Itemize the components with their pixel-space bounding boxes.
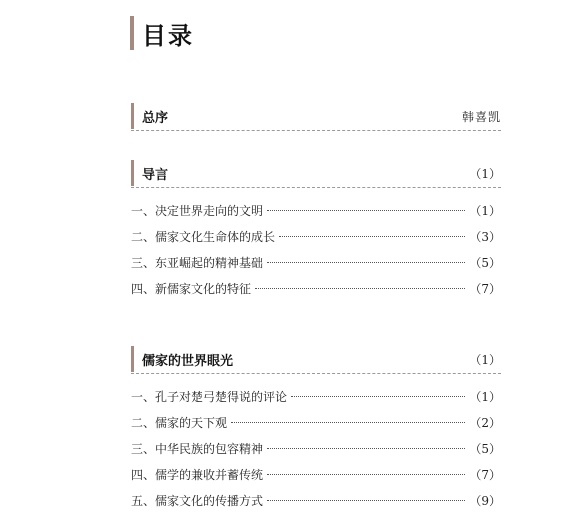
toc-section-preface: [131, 102, 501, 131]
toc-entry[interactable]: [131, 436, 501, 462]
section-accent-bar: [131, 103, 134, 129]
title-text: 目录: [142, 20, 194, 50]
section-title: 总序: [142, 110, 169, 126]
toc-entry-label: 三、东亚崛起的精神基础: [131, 256, 264, 270]
toc-entry[interactable]: [131, 224, 501, 250]
toc-entry-page: （1）: [469, 204, 501, 218]
toc-entry-label: 四、新儒家文化的特征: [131, 282, 252, 296]
dot-leader: [255, 288, 465, 289]
section-page-number: （1）: [469, 352, 501, 367]
section-heading[interactable]: [131, 345, 501, 374]
section-accent-bar: [131, 346, 134, 372]
toc-entry-label: 三、中华民族的包容精神: [131, 442, 264, 456]
toc-entry-label: 一、决定世界走向的文明: [131, 204, 264, 218]
toc-entry-label: 五、儒家文化的传播方式: [131, 494, 264, 508]
section-accent-bar: [131, 160, 134, 186]
toc-entry-label: 四、儒学的兼收并蓄传统: [131, 468, 264, 482]
toc-entry[interactable]: [131, 410, 501, 436]
toc-entry-label: 二、儒家的天下观: [131, 416, 228, 430]
toc-section-introduction: [131, 159, 501, 302]
toc-entry[interactable]: [131, 198, 501, 224]
toc-entry-page: （7）: [469, 282, 501, 296]
toc-entry-label: 二、儒家文化生命体的成长: [131, 230, 276, 244]
dot-leader: [267, 448, 465, 449]
toc-entry[interactable]: [131, 276, 501, 302]
title-accent-bar: [130, 16, 134, 50]
toc-entry-page: （1）: [469, 390, 501, 404]
toc-entry[interactable]: [131, 488, 501, 514]
dot-leader: [267, 474, 465, 475]
dot-leader: [267, 210, 465, 211]
toc-entry[interactable]: [131, 384, 501, 410]
toc-entry-page: （7）: [469, 468, 501, 482]
toc-entry-page: （5）: [469, 442, 501, 456]
toc-entry-label: 一、孔子对楚弓楚得说的评论: [131, 390, 288, 404]
toc-entry[interactable]: [131, 462, 501, 488]
toc-entry-page: （9）: [469, 494, 501, 508]
section-heading[interactable]: [131, 159, 501, 188]
section-heading[interactable]: [131, 102, 501, 131]
section-title: 导言: [142, 167, 169, 183]
dot-leader: [231, 422, 465, 423]
dot-leader: [291, 396, 465, 397]
toc-entry-page: （5）: [469, 256, 501, 270]
section-title: 儒家的世界眼光: [142, 353, 234, 369]
section-page-number: （1）: [469, 166, 501, 181]
dot-leader: [279, 236, 465, 237]
section-author: 韩喜凯: [461, 109, 501, 124]
toc-entry[interactable]: [131, 250, 501, 276]
page-title: [130, 16, 194, 50]
dot-leader: [267, 500, 465, 501]
toc-entry-page: （3）: [469, 230, 501, 244]
dot-leader: [267, 262, 465, 263]
toc-entry-page: （2）: [469, 416, 501, 430]
toc-section-world-vision: [131, 345, 501, 514]
